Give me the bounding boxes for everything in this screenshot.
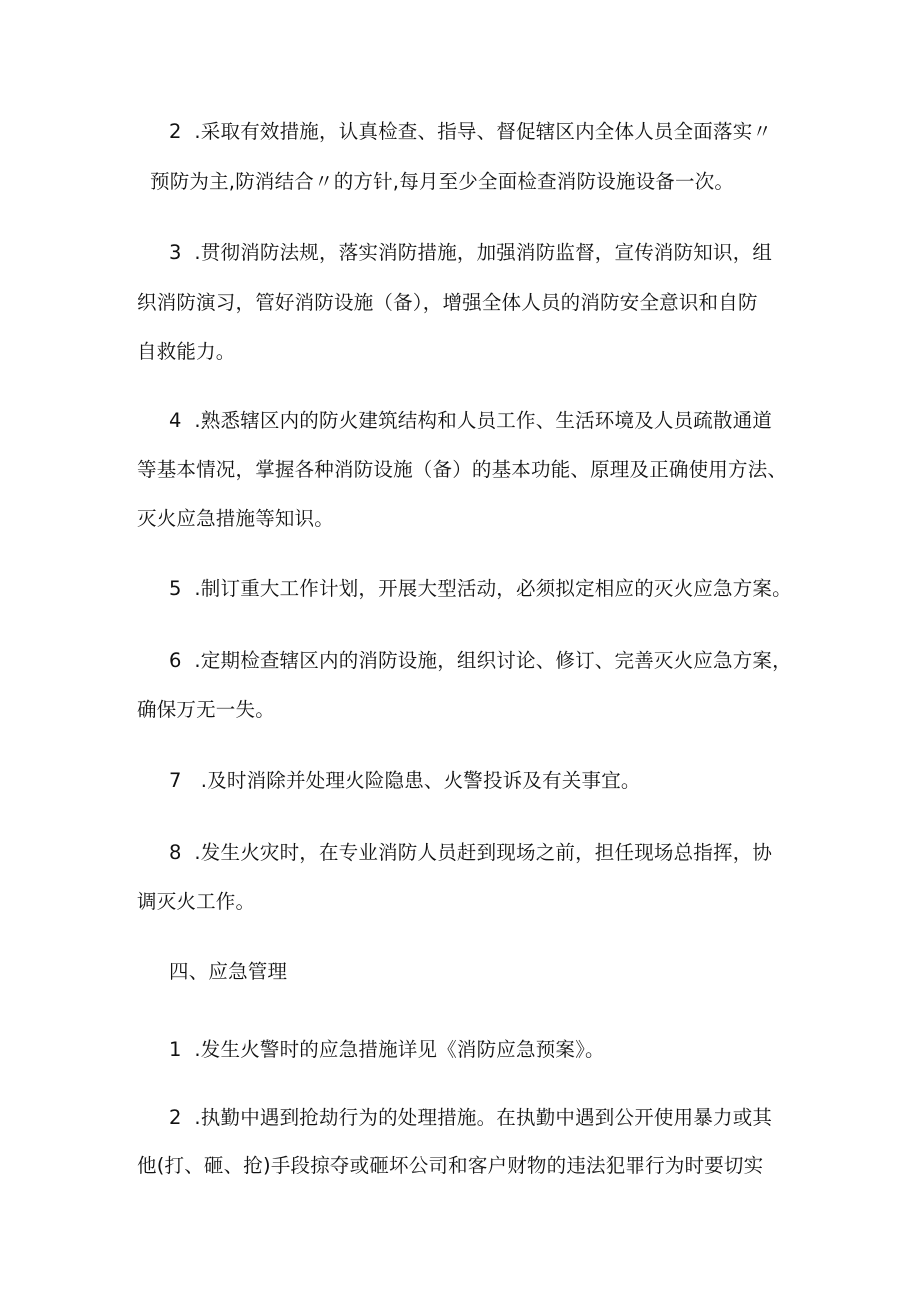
text-line: 7 .及时消除并处理火险隐患、火警投诉及有关事宜。 xyxy=(169,769,641,792)
text-line: 灭火应急措施等知识。 xyxy=(137,507,335,530)
text-line: 1 .发生火警时的应急措施详见《消防应急预案》。 xyxy=(169,1038,605,1061)
text-line: 等基本情况，掌握各种消防设施（备）的基本功能、原理及正确使用方法、 xyxy=(137,458,788,481)
section-heading: 四、应急管理 xyxy=(169,960,288,983)
text-line: 他(打、砸、抢)手段掠夺或砸坏公司和客户财物的违法犯罪行为时要切实 xyxy=(137,1154,764,1177)
text-line: 4 .熟悉辖区内的防火建筑结构和人员工作、生活环境及人员疏散通道 xyxy=(169,409,773,432)
text-line: 6 .定期检查辖区内的消防设施，组织讨论、修订、完善灭火应急方案， xyxy=(169,649,792,672)
text-line: 织消防演习，管好消防设施（备），增强全体人员的消防安全意识和自防 xyxy=(137,291,758,314)
text-line: 预防为主,防消结合〃的方针,每月至少全面检查消防设施设备一次。 xyxy=(150,170,735,193)
text-line: 8 .发生火灾时，在专业消防人员赶到现场之前，担任现场总指挥，协 xyxy=(169,841,773,864)
text-line: 确保万无一失。 xyxy=(137,698,275,721)
text-line: 自救能力。 xyxy=(137,340,236,363)
text-line: 3 .贯彻消防法规，落实消防措施，加强消防监督，宣传消防知识，组 xyxy=(169,241,773,264)
text-line: 2 .执勤中遇到抢劫行为的处理措施。在执勤中遇到公开使用暴力或其 xyxy=(169,1106,773,1129)
text-line: 2 .采取有效措施，认真检查、指导、督促辖区内全体人员全面落实〃 xyxy=(169,120,773,143)
text-line: 5 .制订重大工作计划，开展大型活动，必须拟定相应的灭火应急方案。 xyxy=(169,577,792,600)
text-line: 调灭火工作。 xyxy=(137,890,256,913)
